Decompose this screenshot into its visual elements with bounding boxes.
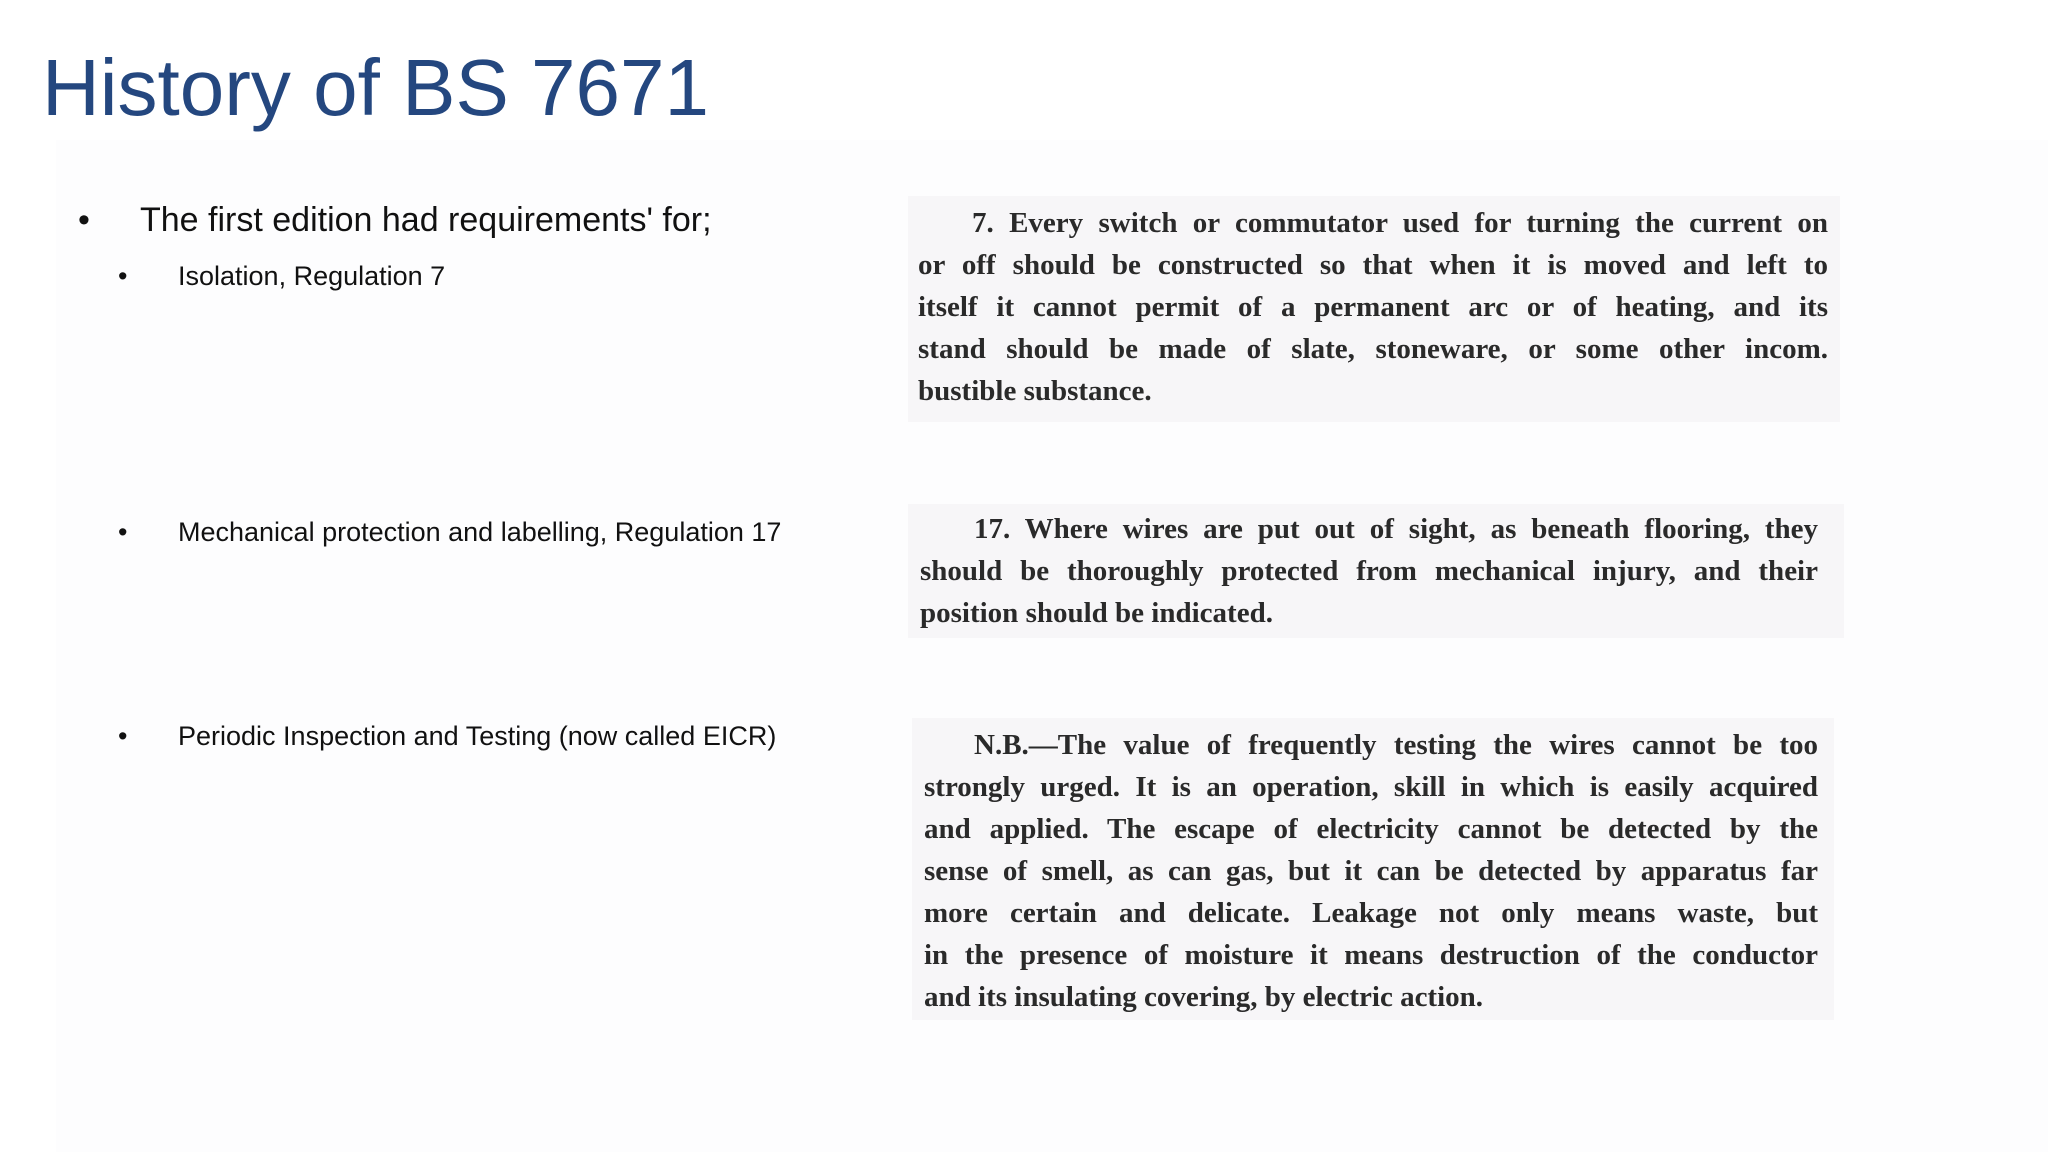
excerpt-line: stand should be made of slate, stoneware, or some other incom. [918, 333, 1828, 365]
excerpt-line: sense of smell, as can gas, but it can be detected by apparatus far [924, 855, 1818, 887]
regulation-7-excerpt [908, 196, 1840, 422]
excerpt-line: bustible substance. [918, 375, 1152, 407]
excerpt-line: in the presence of moisture it means destruction of the conductor [924, 939, 1818, 971]
bullet-text: Periodic Inspection and Testing (now called EICR) [178, 721, 777, 751]
bullet-text: Mechanical protection and labelling, Regulation 17 [178, 517, 782, 547]
excerpt-line: 7. Every switch or commutator used for turning the current on [972, 207, 1828, 239]
excerpt-line: or off should be constructed so that when it is moved and left to [918, 249, 1828, 281]
excerpt-line: N.B.—The value of frequently testing the wires cannot be too [974, 729, 1818, 761]
bullet-marker: • [78, 201, 90, 239]
excerpt-line: 17. Where wires are put out of sight, as beneath flooring, they [974, 513, 1818, 545]
bullet-marker: • [118, 517, 128, 547]
excerpt-line: more certain and delicate. Leakage not only means waste, but [924, 897, 1818, 929]
excerpt-line: should be thoroughly protected from mechanical injury, and their [920, 555, 1818, 587]
slide-title: History of BS 7671 [42, 43, 709, 132]
excerpt-line: and its insulating covering, by electric action. [924, 981, 1484, 1013]
excerpt-line: and applied. The escape of electricity cannot be detected by the [924, 813, 1818, 845]
testing-note-excerpt [912, 718, 1834, 1020]
bullet-marker: • [118, 721, 128, 751]
regulation-17-excerpt [908, 504, 1844, 638]
excerpt-line: strongly urged. It is an operation, skill in which is easily acquired [924, 771, 1818, 803]
excerpt-line: position should be indicated. [920, 597, 1273, 629]
bullet-text: Isolation, Regulation 7 [178, 261, 446, 291]
excerpt-line: itself it cannot permit of a permanent arc or of heating, and its [918, 291, 1828, 323]
bullet-marker: • [118, 261, 128, 291]
bullet-text: The first edition had requirements' for; [140, 201, 712, 239]
